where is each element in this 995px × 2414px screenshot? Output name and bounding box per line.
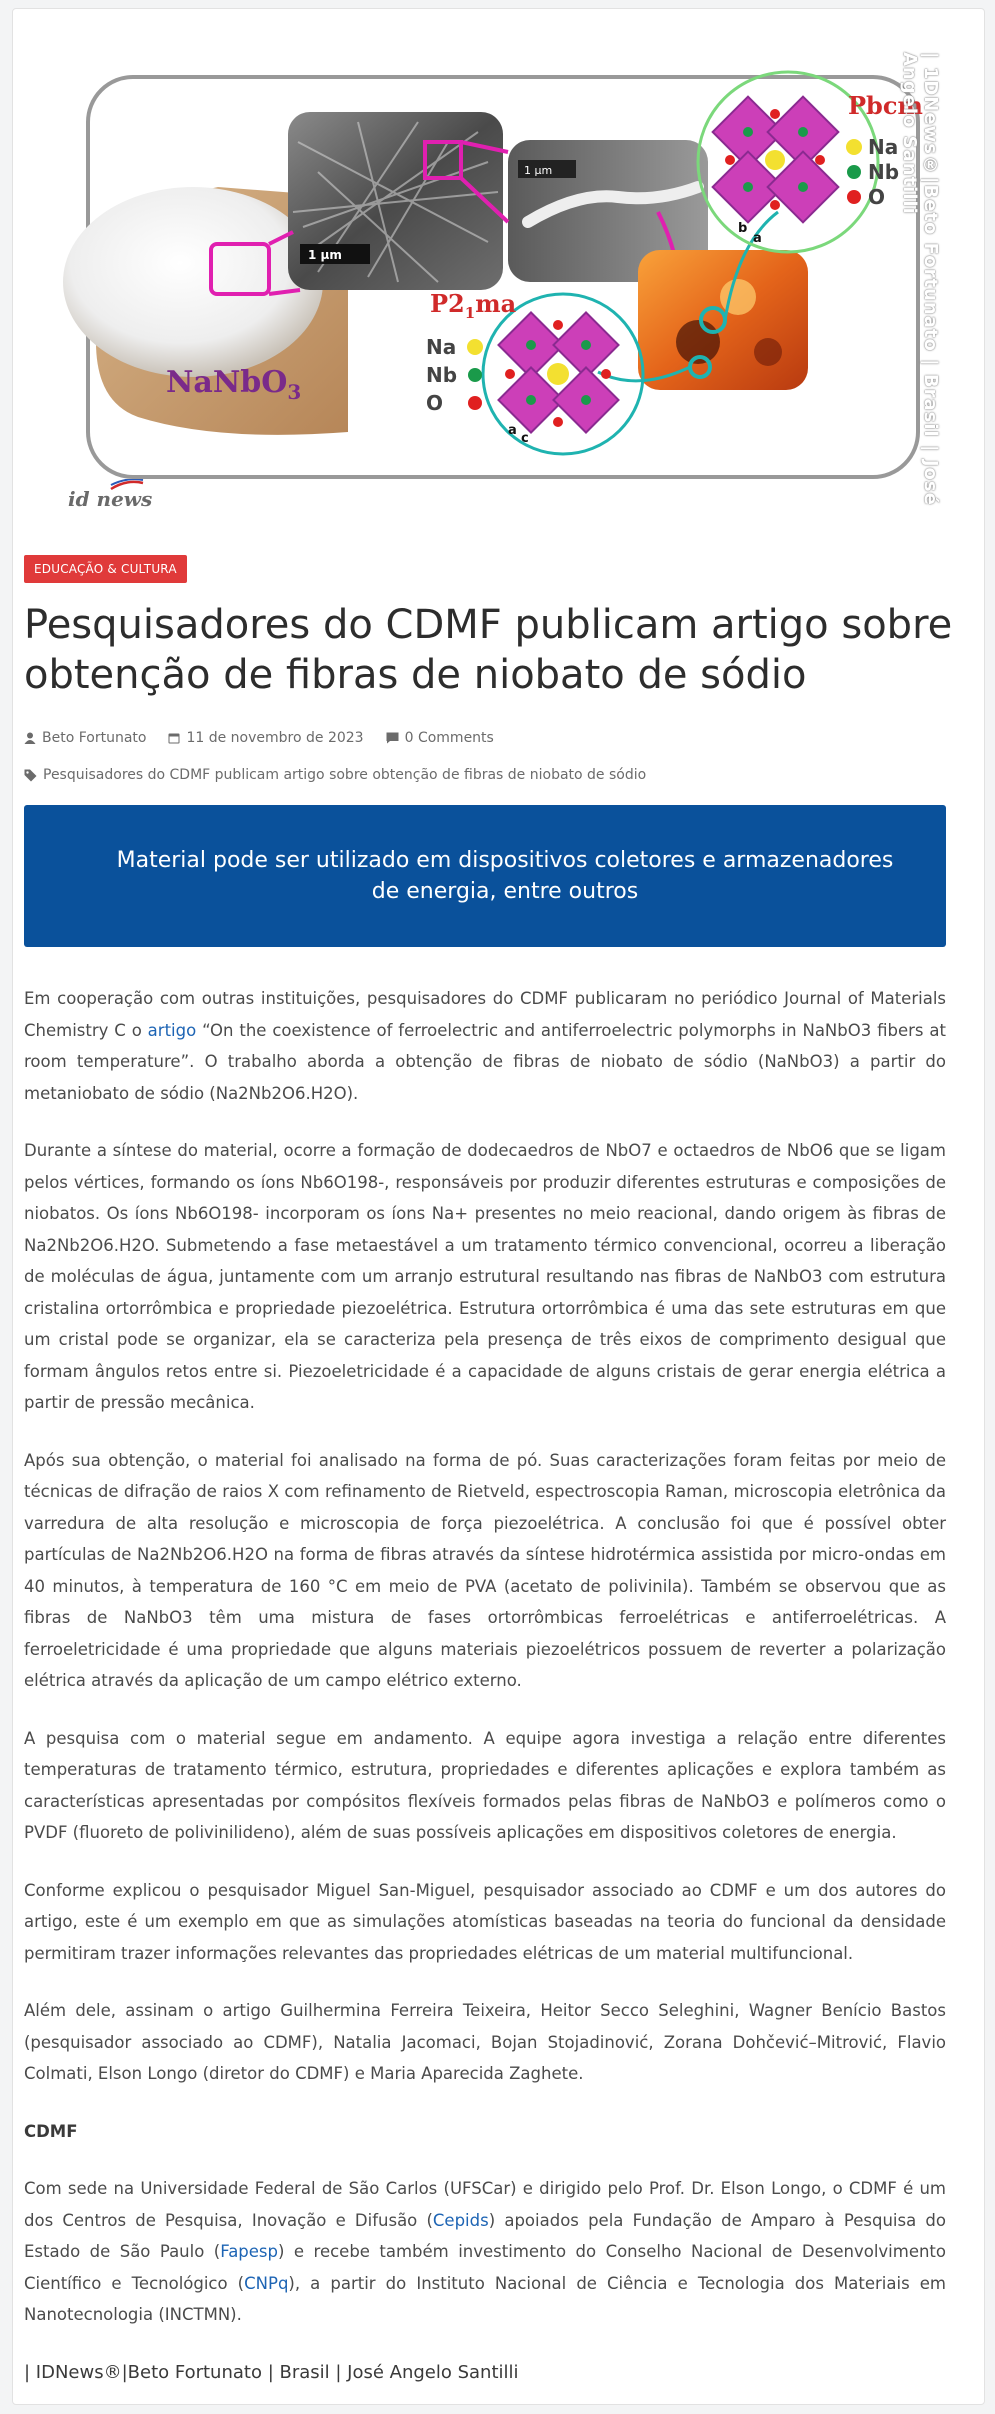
paragraph: Após sua obtenção, o material foi analisado na forma de pó. Suas caracterizações foram feitas por meio de técnicas de difração de raios X com refinamento de Rietveld, espectroscopia Raman, microscopia eletrônica da varredura de alta resolução e microscopia de força piezoelétrica. A conclusão foi que é possível obter partículas de Na2Nb2O6.H2O na forma de fibras através da síntese hidrotérmica assistida por micro-ondas em 40 minutos, à temperatura de 160 °C em meio de PVA (acetato de polivinila). Também se observou que as fibras de NaNbO3 têm uma mistura de fases ortorrômbicas ferroelétricas e antiferroelétricas. A ferroeletricidade é uma propriedade que alguns materiais piezoelétricos possuem de reverter a polarização elétrica através da aplicação de um campo elétrico externo. (24, 1450, 946, 1690)
fapesp-link[interactable]: Fapesp (220, 2242, 279, 2261)
tag-icon (24, 769, 37, 782)
article-footer-credit: | IDNews®|Beto Fortunato | Brasil | José Angelo Santilli (24, 2361, 519, 2383)
svg-text:Nb: Nb (426, 363, 458, 387)
paragraph: Durante a síntese do material, ocorre a formação de dodecaedros de NbO7 e octaedros de NbO6 que se ligam pelos vértices, formando os íons Nb6O198-, responsáveis por produzir diferentes estruturas e composições de niobatos. Os íons Nb6O198- incorporam os íons Na+ presentes no meio reacional, dando origem às fibras de Na2Nb2O6.H2O. Submetendo a fase metaestável a um tratamento térmico convencional, ocorreu a liberação de moléculas de água, juntamente com um arranjo estrutural resultando nas fibras de NaNbO3 com estrutura cristalina ortorrômbica e propriedade piezoelétrica. Estrutura ortorrômbica é uma das sete estruturas em que um cristal pode se organizar, ela se caracteriza pela presença de três eixos de comprimento desigual que formam ângulos retos entre si. Piezoeletricidade é a capacidade de alguns cristais de gerar energia elétrica a partir de pressão mecânica. (24, 1141, 946, 1412)
article-body (24, 983, 946, 2414)
svg-text:c: c (521, 431, 529, 446)
svg-text:a: a (753, 231, 762, 246)
cnpq-link[interactable]: CNPq (244, 2273, 289, 2293)
comment-icon (386, 732, 399, 744)
svg-text:Nb: Nb (868, 160, 900, 184)
svg-text:O: O (426, 391, 444, 415)
highlight-box (24, 805, 946, 947)
author-link[interactable]: Beto Fortunato (42, 730, 147, 746)
svg-text:O: O (868, 185, 886, 209)
category-badge[interactable]: EDUCAÇÃO & CULTURA (24, 555, 187, 583)
svg-text:1 µm: 1 µm (524, 164, 553, 177)
paragraph: Com sede na Universidade Federal de São Carlos (UFSCar) e dirigido pelo Prof. Dr. Elson Longo, o CDMF é um dos Centros de Pesquisa, Inovação e Difusão (Cepids) apoiados pela Fundação de Amparo à Pesquisa do Estado de São Paulo (Fapesp) e recebe também investimento do Conselho Nacional de Desenvolvimento Científico e Tecnológico (CNPq), a partir do Instituto Nacional de Ciência e Tecnologia dos Materiais em Nanotecnologia (INCTMN). (24, 2179, 946, 2324)
section-heading-cdmf: CDMF (24, 2121, 78, 2141)
svg-text:Na: Na (868, 135, 899, 159)
svg-text:b: b (738, 221, 748, 236)
tag-link[interactable]: Pesquisadores do CDMF publicam artigo sobre obtenção de fibras de niobato de sódio (43, 767, 647, 783)
graphical-abstract (18, 22, 953, 522)
idnews-logo: id news (68, 487, 152, 511)
paragraph: Além dele, assinam o artigo Guilhermina Ferreira Teixeira, Heitor Secco Seleghini, Wagner Benício Bastos (pesquisador associado ao CDMF), Natalia Jacomaci, Bojan Stojadinović, Zorana Dohčević–Mitrović, Flavio Colmati, Elson Longo (diretor do CDMF) e Maria Aparecida Zaghete. (24, 2001, 946, 2083)
image-watermark: | 1DNews®|Beto Fortunato | Brasil | José Angelo Santilli (899, 52, 941, 506)
post-tags (24, 767, 646, 783)
paragraph: Em cooperação com outras instituições, pesquisadores do CDMF publicaram no periódico Journal of Materials Chemistry C o artigo “On the coexistence of ferroelectric and antiferroelectric polymorphs in NaNbO3 fibers at room temperature”. O trabalho aborda a obtenção de fibras de niobato de sódio (NaNbO3) a partir do metaniobato de sódio (Na2Nb2O6.H2O). (24, 989, 946, 1103)
post-date[interactable]: 11 de novembro de 2023 (186, 730, 364, 746)
cepids-link[interactable]: Cepids (432, 2210, 489, 2230)
svg-text:Pbcm: Pbcm (848, 91, 923, 120)
svg-text:a: a (508, 423, 517, 438)
post-meta (24, 730, 494, 746)
user-icon (24, 732, 36, 744)
comments-link[interactable]: 0 Comments (404, 730, 494, 746)
highlight-text: Material pode ser utilizado em dispositivos coletores e armazenadores de energia, entre outros (116, 848, 894, 904)
artigo-link[interactable]: artigo (147, 1020, 197, 1040)
hero-figure (18, 22, 953, 522)
calendar-icon (168, 732, 180, 744)
svg-text:Na: Na (426, 335, 457, 359)
compound-label (166, 365, 301, 404)
paragraph: A pesquisa com o material segue em andamento. A equipe agora investiga a relação entre diferentes temperaturas de tratamento térmico, estrutura, propriedades e diferentes aplicações e explora também as características apresentadas por compósitos flexíveis formados pelas fibras de NaNbO3 e polímeros como o PVDF (fluoreto de polivinilideno), além de suas possíveis aplicações em dispositivos coletores de energia. (24, 1728, 946, 1842)
article-title: Pesquisadores do CDMF publicam artigo sobre obtenção de fibras de niobato de sódio (24, 602, 953, 698)
svg-text:1 µm: 1 µm (308, 248, 342, 262)
svg-text:P21ma: $P2_1ma$ (430, 289, 517, 322)
paragraph: Conforme explicou o pesquisador Miguel San-Miguel, pesquisador associado ao CDMF e um dos autores do artigo, este é um exemplo em que as simulações atomísticas baseadas na teoria do funcional da densidade permitiram trazer informações relevantes das propriedades elétricas de um material multifuncional. (24, 1880, 946, 1963)
svg-text:NaNbO3: NaNbO$_3$ (166, 365, 302, 404)
